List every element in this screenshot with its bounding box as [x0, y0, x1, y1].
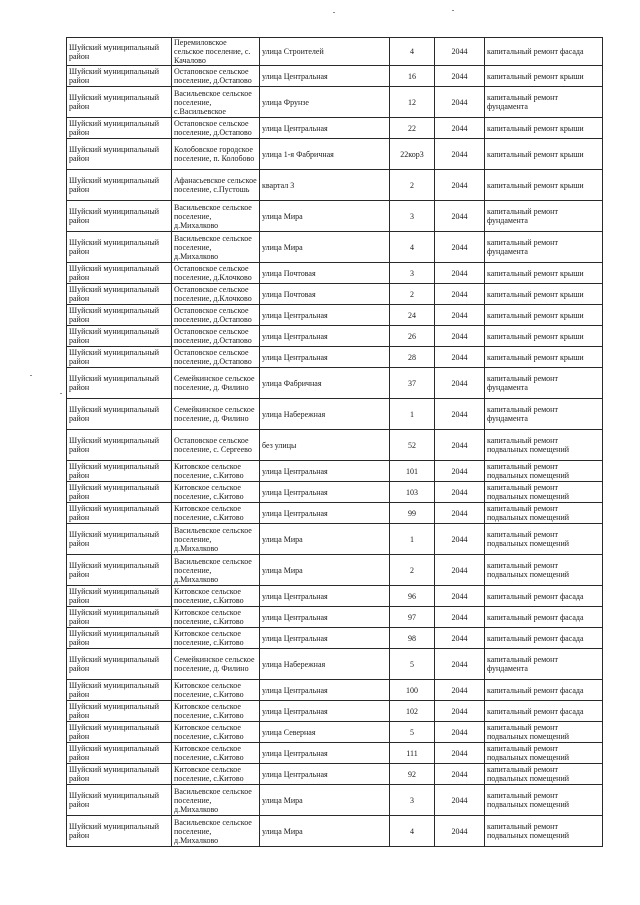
settlement-cell: Васильевское сельское поселение, д.Михалково [172, 816, 260, 847]
street-cell: улица Центральная [260, 628, 390, 649]
district-cell: Шуйский муниципальный район [67, 555, 172, 586]
table-row [67, 263, 603, 284]
work-type-cell: капитальный ремонт крыши [485, 284, 603, 305]
house-number-cell: 102 [390, 701, 435, 722]
work-type-cell: капитальный ремонт подвальных помещений [485, 555, 603, 586]
work-type-cell: капитальный ремонт фасада [485, 38, 603, 66]
district-cell: Шуйский муниципальный район [67, 628, 172, 649]
settlement-cell: Семейкинское сельское поселение, д. Филино [172, 368, 260, 399]
house-number-cell: 96 [390, 586, 435, 607]
district-cell: Шуйский муниципальный район [67, 607, 172, 628]
scan-speck [60, 393, 62, 394]
table-row [67, 524, 603, 555]
table-row [67, 139, 603, 170]
scan-speck [452, 10, 454, 11]
settlement-cell: Остаповское сельское поселение, д.Остапово [172, 347, 260, 368]
table-row [67, 326, 603, 347]
district-cell: Шуйский муниципальный район [67, 347, 172, 368]
street-cell: улица Мира [260, 232, 390, 263]
district-cell: Шуйский муниципальный район [67, 139, 172, 170]
work-type-cell: капитальный ремонт фундамента [485, 201, 603, 232]
repair-schedule-table [66, 37, 603, 847]
district-cell: Шуйский муниципальный район [67, 743, 172, 764]
year-cell: 2044 [435, 649, 485, 680]
house-number-cell: 2 [390, 170, 435, 201]
district-cell: Шуйский муниципальный район [67, 66, 172, 87]
table-row [67, 785, 603, 816]
table-row [67, 118, 603, 139]
work-type-cell: капитальный ремонт фундамента [485, 399, 603, 430]
district-cell: Шуйский муниципальный район [67, 326, 172, 347]
year-cell: 2044 [435, 555, 485, 586]
year-cell: 2044 [435, 628, 485, 649]
house-number-cell: 1 [390, 524, 435, 555]
district-cell: Шуйский муниципальный район [67, 722, 172, 743]
year-cell: 2044 [435, 170, 485, 201]
settlement-cell: Китовское сельское поселение, с.Китово [172, 764, 260, 785]
table-row [67, 347, 603, 368]
settlement-cell: Китовское сельское поселение, с.Китово [172, 586, 260, 607]
settlement-cell: Перемиловское сельское поселение, с. Качалово [172, 38, 260, 66]
table-row [67, 680, 603, 701]
house-number-cell: 5 [390, 649, 435, 680]
district-cell: Шуйский муниципальный район [67, 482, 172, 503]
house-number-cell: 5 [390, 722, 435, 743]
district-cell: Шуйский муниципальный район [67, 503, 172, 524]
house-number-cell: 12 [390, 87, 435, 118]
year-cell: 2044 [435, 326, 485, 347]
year-cell: 2044 [435, 785, 485, 816]
district-cell: Шуйский муниципальный район [67, 680, 172, 701]
table-row [67, 482, 603, 503]
settlement-cell: Васильевское сельское поселение, д.Михалково [172, 555, 260, 586]
house-number-cell: 4 [390, 232, 435, 263]
street-cell: улица Набережная [260, 399, 390, 430]
house-number-cell: 1 [390, 399, 435, 430]
street-cell: улица Фрунзе [260, 87, 390, 118]
house-number-cell: 92 [390, 764, 435, 785]
work-type-cell: капитальный ремонт фасада [485, 680, 603, 701]
work-type-cell: капитальный ремонт фундамента [485, 87, 603, 118]
street-cell: улица Почтовая [260, 263, 390, 284]
house-number-cell: 22кор3 [390, 139, 435, 170]
work-type-cell: капитальный ремонт фасада [485, 701, 603, 722]
street-cell: улица Мира [260, 524, 390, 555]
street-cell: улица Центральная [260, 607, 390, 628]
settlement-cell: Остаповское сельское поселение, д.Остапово [172, 118, 260, 139]
table-body [67, 38, 603, 847]
settlement-cell: Остаповское сельское поселение, д.Остапово [172, 66, 260, 87]
settlement-cell: Афанасьевское сельское поселение, с.Пустошь [172, 170, 260, 201]
year-cell: 2044 [435, 232, 485, 263]
table-row [67, 607, 603, 628]
work-type-cell: капитальный ремонт фасада [485, 628, 603, 649]
settlement-cell: Васильевское сельское поселение, с.Васильевское [172, 87, 260, 118]
year-cell: 2044 [435, 201, 485, 232]
settlement-cell: Васильевское сельское поселение, д.Михалково [172, 201, 260, 232]
table-row [67, 399, 603, 430]
table-row [67, 461, 603, 482]
work-type-cell: капитальный ремонт фундамента [485, 232, 603, 263]
street-cell: улица Почтовая [260, 284, 390, 305]
year-cell: 2044 [435, 461, 485, 482]
work-type-cell: капитальный ремонт крыши [485, 66, 603, 87]
district-cell: Шуйский муниципальный район [67, 399, 172, 430]
street-cell: улица Центральная [260, 482, 390, 503]
street-cell: улица Центральная [260, 305, 390, 326]
settlement-cell: Китовское сельское поселение, с.Китово [172, 722, 260, 743]
year-cell: 2044 [435, 482, 485, 503]
street-cell: улица Северная [260, 722, 390, 743]
district-cell: Шуйский муниципальный район [67, 305, 172, 326]
street-cell: улица Центральная [260, 326, 390, 347]
year-cell: 2044 [435, 368, 485, 399]
year-cell: 2044 [435, 430, 485, 461]
district-cell: Шуйский муниципальный район [67, 284, 172, 305]
house-number-cell: 98 [390, 628, 435, 649]
house-number-cell: 52 [390, 430, 435, 461]
house-number-cell: 101 [390, 461, 435, 482]
work-type-cell: капитальный ремонт подвальных помещений [485, 482, 603, 503]
street-cell: улица Мира [260, 201, 390, 232]
house-number-cell: 2 [390, 555, 435, 586]
house-number-cell: 97 [390, 607, 435, 628]
district-cell: Шуйский муниципальный район [67, 368, 172, 399]
settlement-cell: Васильевское сельское поселение, д.Михалково [172, 785, 260, 816]
table-row [67, 368, 603, 399]
work-type-cell: капитальный ремонт крыши [485, 118, 603, 139]
house-number-cell: 3 [390, 785, 435, 816]
street-cell: улица Центральная [260, 461, 390, 482]
settlement-cell: Колобовское городское поселение, п. Колобово [172, 139, 260, 170]
year-cell: 2044 [435, 399, 485, 430]
settlement-cell: Семейкинское сельское поселение, д. Филино [172, 399, 260, 430]
work-type-cell: капитальный ремонт крыши [485, 347, 603, 368]
district-cell: Шуйский муниципальный район [67, 38, 172, 66]
street-cell: улица Фабричная [260, 368, 390, 399]
table-row [67, 503, 603, 524]
year-cell: 2044 [435, 586, 485, 607]
settlement-cell: Семейкинское сельское поселение, д. Филино [172, 649, 260, 680]
district-cell: Шуйский муниципальный район [67, 785, 172, 816]
table-row [67, 722, 603, 743]
street-cell: улица Центральная [260, 701, 390, 722]
settlement-cell: Остаповское сельское поселение, д.Остапово [172, 326, 260, 347]
work-type-cell: капитальный ремонт подвальных помещений [485, 722, 603, 743]
work-type-cell: капитальный ремонт фасада [485, 607, 603, 628]
street-cell: улица Центральная [260, 586, 390, 607]
work-type-cell: капитальный ремонт крыши [485, 263, 603, 284]
street-cell: улица Центральная [260, 66, 390, 87]
street-cell: улица Мира [260, 555, 390, 586]
year-cell: 2044 [435, 347, 485, 368]
work-type-cell: капитальный ремонт крыши [485, 170, 603, 201]
district-cell: Шуйский муниципальный район [67, 118, 172, 139]
district-cell: Шуйский муниципальный район [67, 461, 172, 482]
table-row [67, 743, 603, 764]
table-row [67, 232, 603, 263]
table-row [67, 586, 603, 607]
district-cell: Шуйский муниципальный район [67, 701, 172, 722]
settlement-cell: Остаповское сельское поселение, д.Клочково [172, 284, 260, 305]
district-cell: Шуйский муниципальный район [67, 649, 172, 680]
district-cell: Шуйский муниципальный район [67, 232, 172, 263]
house-number-cell: 22 [390, 118, 435, 139]
year-cell: 2044 [435, 764, 485, 785]
house-number-cell: 28 [390, 347, 435, 368]
house-number-cell: 99 [390, 503, 435, 524]
house-number-cell: 103 [390, 482, 435, 503]
scan-speck [30, 375, 32, 376]
year-cell: 2044 [435, 524, 485, 555]
year-cell: 2044 [435, 503, 485, 524]
work-type-cell: капитальный ремонт крыши [485, 139, 603, 170]
table-row [67, 305, 603, 326]
settlement-cell: Китовское сельское поселение, с.Китово [172, 680, 260, 701]
district-cell: Шуйский муниципальный район [67, 586, 172, 607]
work-type-cell: капитальный ремонт подвальных помещений [485, 764, 603, 785]
settlement-cell: Китовское сельское поселение, с.Китово [172, 503, 260, 524]
table-row [67, 701, 603, 722]
settlement-cell: Остаповское сельское поселение, д.Клочково [172, 263, 260, 284]
table-row [67, 764, 603, 785]
year-cell: 2044 [435, 816, 485, 847]
district-cell: Шуйский муниципальный район [67, 263, 172, 284]
work-type-cell: капитальный ремонт крыши [485, 326, 603, 347]
year-cell: 2044 [435, 305, 485, 326]
work-type-cell: капитальный ремонт подвальных помещений [485, 461, 603, 482]
house-number-cell: 4 [390, 38, 435, 66]
table-row [67, 816, 603, 847]
table-row [67, 649, 603, 680]
work-type-cell: капитальный ремонт фундамента [485, 649, 603, 680]
settlement-cell: Китовское сельское поселение, с.Китово [172, 607, 260, 628]
year-cell: 2044 [435, 263, 485, 284]
house-number-cell: 24 [390, 305, 435, 326]
settlement-cell: Васильевское сельское поселение, д.Михалково [172, 524, 260, 555]
house-number-cell: 100 [390, 680, 435, 701]
district-cell: Шуйский муниципальный район [67, 524, 172, 555]
street-cell: улица Центральная [260, 503, 390, 524]
settlement-cell: Китовское сельское поселение, с.Китово [172, 628, 260, 649]
settlement-cell: Остаповское сельское поселение, с. Сергеево [172, 430, 260, 461]
street-cell: без улицы [260, 430, 390, 461]
table-row [67, 38, 603, 66]
street-cell: улица Строителей [260, 38, 390, 66]
work-type-cell: капитальный ремонт подвальных помещений [485, 524, 603, 555]
settlement-cell: Китовское сельское поселение, с.Китово [172, 461, 260, 482]
table-row [67, 284, 603, 305]
table-row [67, 66, 603, 87]
table-row [67, 628, 603, 649]
settlement-cell: Китовское сельское поселение, с.Китово [172, 743, 260, 764]
street-cell: улица Мира [260, 785, 390, 816]
street-cell: улица Центральная [260, 743, 390, 764]
table-row [67, 201, 603, 232]
district-cell: Шуйский муниципальный район [67, 430, 172, 461]
work-type-cell: капитальный ремонт крыши [485, 305, 603, 326]
work-type-cell: капитальный ремонт подвальных помещений [485, 503, 603, 524]
house-number-cell: 37 [390, 368, 435, 399]
work-type-cell: капитальный ремонт подвальных помещений [485, 430, 603, 461]
work-type-cell: капитальный ремонт подвальных помещений [485, 816, 603, 847]
year-cell: 2044 [435, 284, 485, 305]
district-cell: Шуйский муниципальный район [67, 170, 172, 201]
settlement-cell: Васильевское сельское поселение, д.Михалково [172, 232, 260, 263]
district-cell: Шуйский муниципальный район [67, 816, 172, 847]
table-row [67, 87, 603, 118]
scan-speck [333, 12, 335, 13]
settlement-cell: Китовское сельское поселение, с.Китово [172, 701, 260, 722]
work-type-cell: капитальный ремонт подвальных помещений [485, 743, 603, 764]
settlement-cell: Китовское сельское поселение, с.Китово [172, 482, 260, 503]
street-cell: улица Центральная [260, 680, 390, 701]
year-cell: 2044 [435, 680, 485, 701]
house-number-cell: 2 [390, 284, 435, 305]
table-row [67, 430, 603, 461]
year-cell: 2044 [435, 607, 485, 628]
district-cell: Шуйский муниципальный район [67, 87, 172, 118]
house-number-cell: 4 [390, 816, 435, 847]
street-cell: улица Центральная [260, 764, 390, 785]
district-cell: Шуйский муниципальный район [67, 764, 172, 785]
street-cell: улица Мира [260, 816, 390, 847]
year-cell: 2044 [435, 701, 485, 722]
house-number-cell: 3 [390, 201, 435, 232]
house-number-cell: 3 [390, 263, 435, 284]
year-cell: 2044 [435, 743, 485, 764]
street-cell: квартал 3 [260, 170, 390, 201]
table-row [67, 170, 603, 201]
house-number-cell: 16 [390, 66, 435, 87]
year-cell: 2044 [435, 722, 485, 743]
street-cell: улица Центральная [260, 118, 390, 139]
year-cell: 2044 [435, 66, 485, 87]
house-number-cell: 26 [390, 326, 435, 347]
year-cell: 2044 [435, 38, 485, 66]
year-cell: 2044 [435, 139, 485, 170]
house-number-cell: 111 [390, 743, 435, 764]
work-type-cell: капитальный ремонт подвальных помещений [485, 785, 603, 816]
work-type-cell: капитальный ремонт фасада [485, 586, 603, 607]
year-cell: 2044 [435, 87, 485, 118]
street-cell: улица Центральная [260, 347, 390, 368]
work-type-cell: капитальный ремонт фундамента [485, 368, 603, 399]
district-cell: Шуйский муниципальный район [67, 201, 172, 232]
table-row [67, 555, 603, 586]
street-cell: улица Набережная [260, 649, 390, 680]
settlement-cell: Остаповское сельское поселение, д.Остапово [172, 305, 260, 326]
street-cell: улица 1-я Фабричная [260, 139, 390, 170]
year-cell: 2044 [435, 118, 485, 139]
